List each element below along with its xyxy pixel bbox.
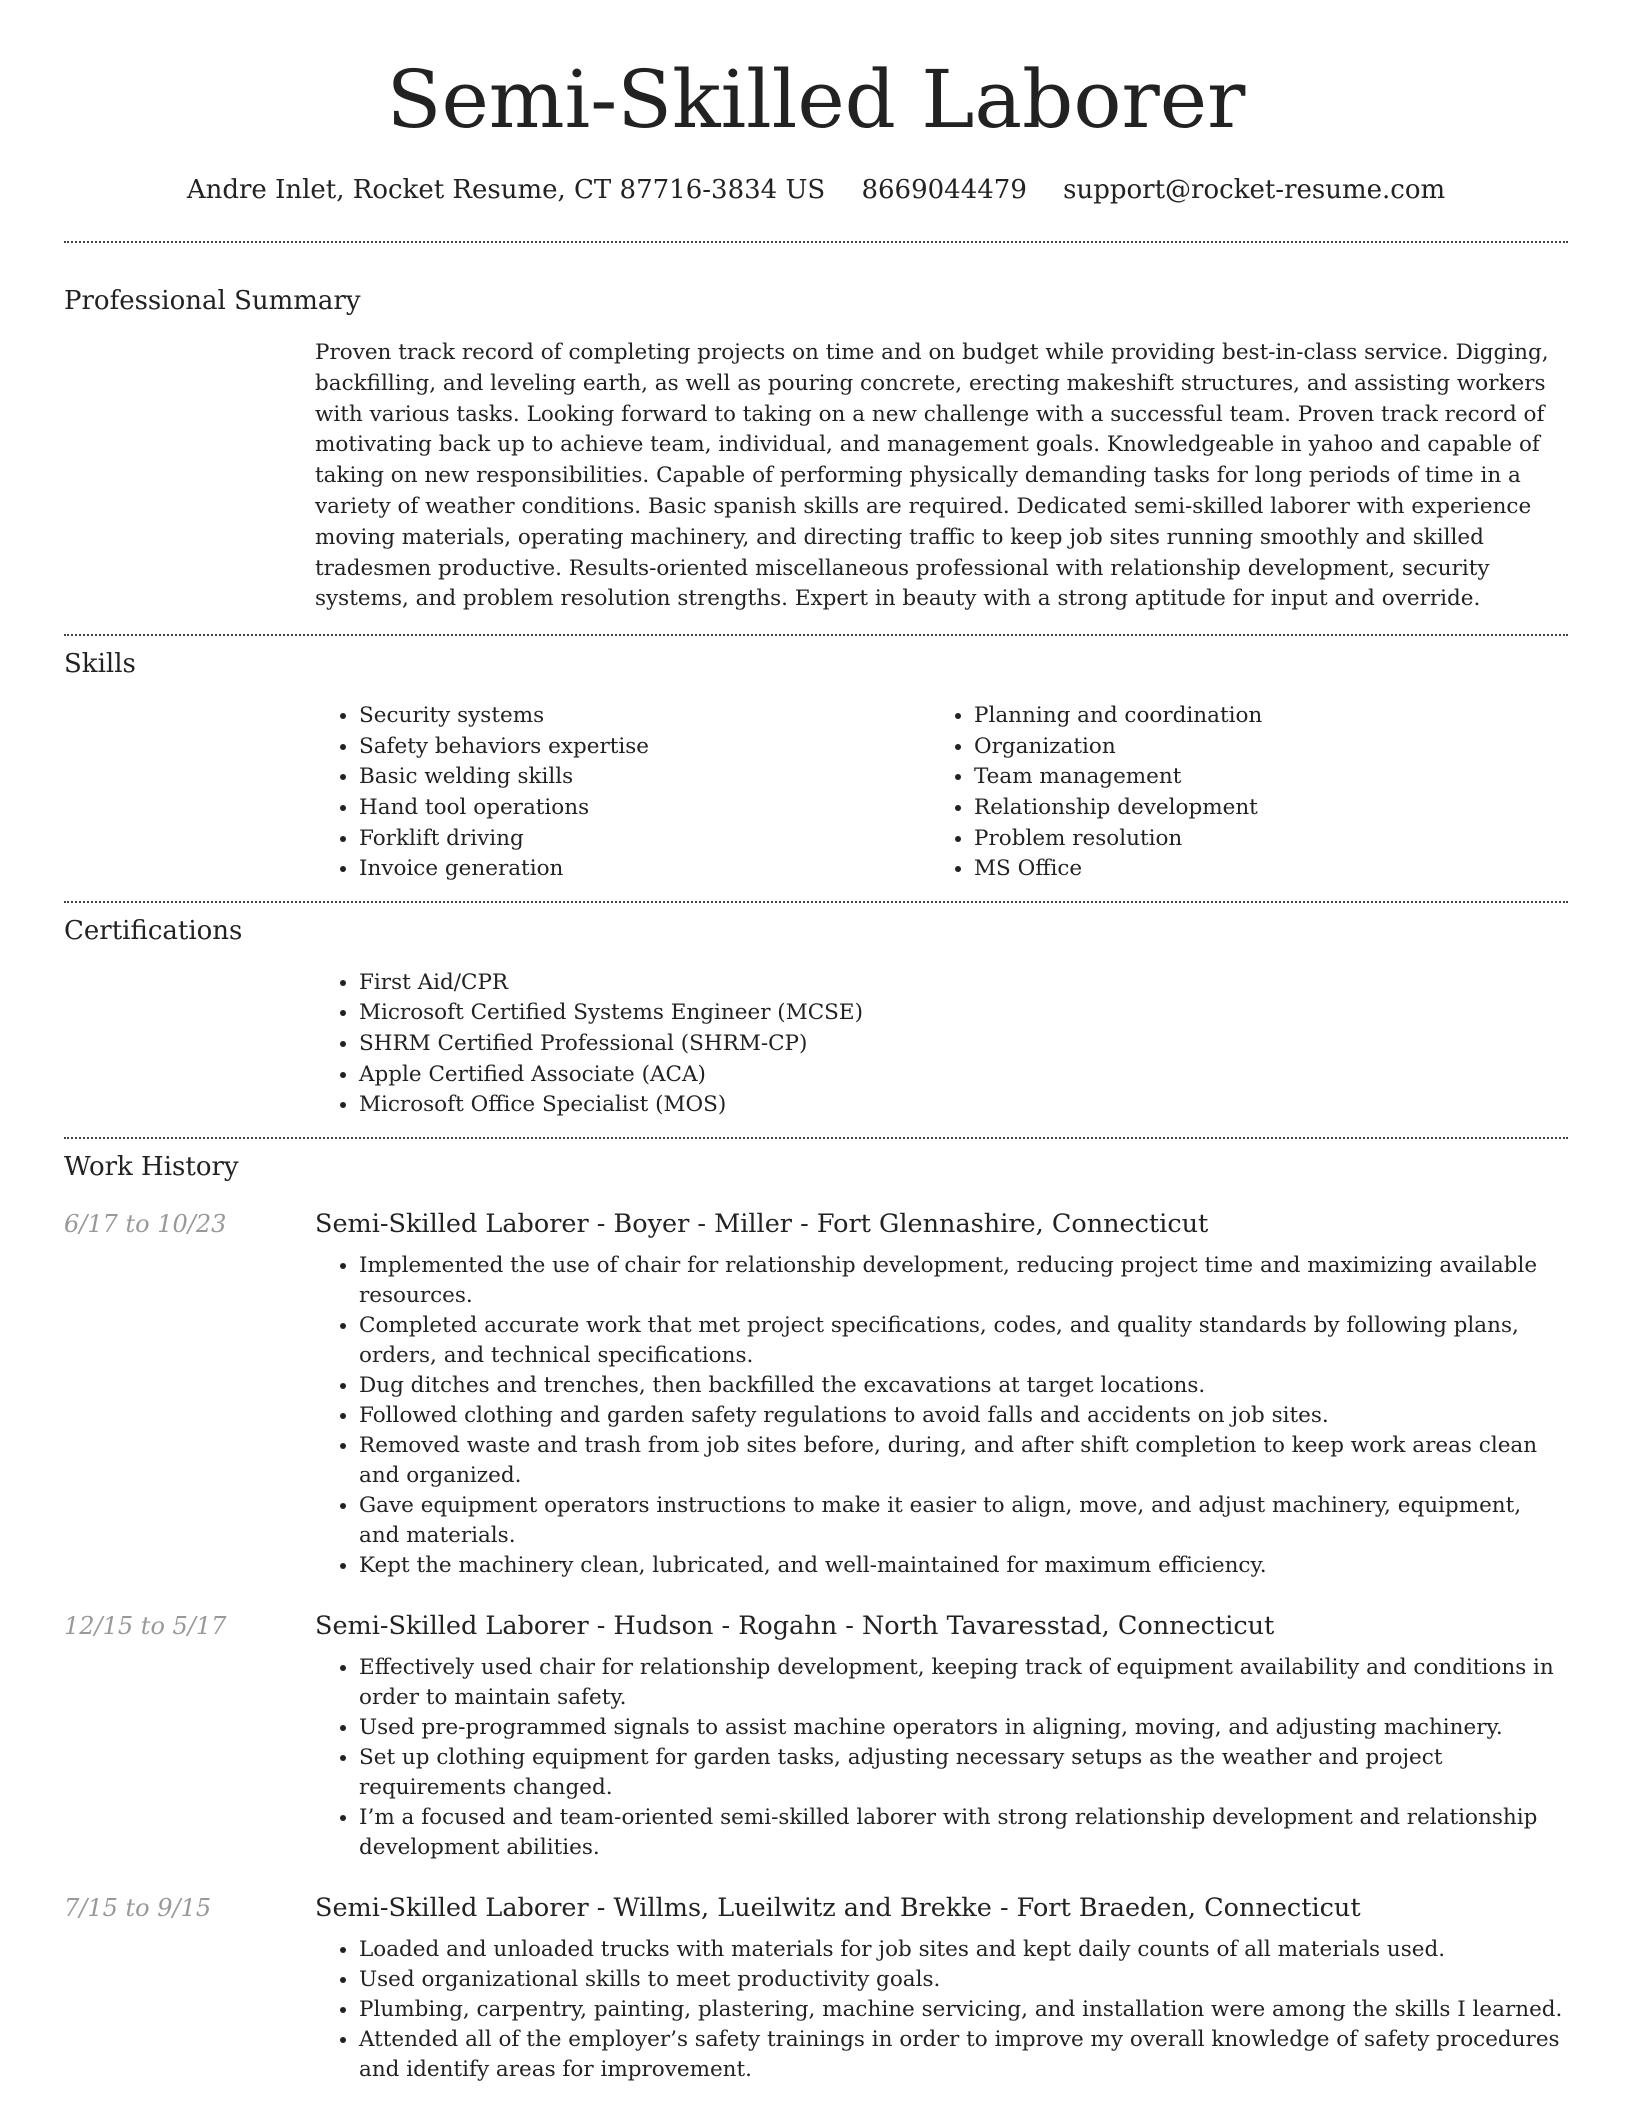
list-item: • Removed waste and trash from job sites before, during, and after shift completion to keep work areas clean and organized. (359, 1431, 1568, 1491)
work-section (64, 1139, 1568, 2085)
list-item: • Safety behaviors expertise (359, 732, 930, 763)
list-item: • Team management (974, 762, 1545, 793)
contact-phone: 8669044479 (861, 175, 1027, 205)
list-item: • Kept the machinery clean, lubricated, and well-maintained for maximum efficiency. (359, 1551, 1568, 1581)
skills-grid (315, 701, 1568, 885)
list-item: • Completed accurate work that met project specifications, codes, and quality standards by following plans, orders, and technical specifications. (359, 1311, 1568, 1371)
contact-email: support@rocket-resume.com (1063, 175, 1446, 205)
resume-page (64, 0, 1568, 2085)
list-item: • Plumbing, carpentry, painting, plastering, machine servicing, and installation were among the skills I learned. (359, 1995, 1568, 2025)
summary-text: Proven track record of completing projects on time and on budget while providing best-in-class service. Digging, backfilling, and leveling earth, as well as pouring concrete, erecting makeshift structures, and assisting workers with various tasks. Looking forward to taking on a new challenge with a successful team. Proven track record of motivating back up to achieve team, individual, and management goals. Knowledgeable in yahoo and capable of taking on new responsibilities. Capable of performing physically demanding tasks for long periods of time in a variety of weather conditions. Basic spanish skills are required. Dedicated semi-skilled laborer with experience moving materials, operating machinery, and directing traffic to keep job sites running smoothly and skilled tradesmen productive. Results-oriented miscellaneous professional with relationship development, security systems, and problem resolution strengths. Expert in beauty with a strong aptitude for input and override. (315, 340, 1549, 612)
list-item: • Hand tool operations (359, 793, 930, 824)
list-item: • Problem resolution (974, 824, 1545, 855)
list-item: • Relationship development (974, 793, 1545, 824)
list-item: • Attended all of the employer’s safety trainings in order to improve my overall knowledge of safety procedures and identify areas for improvement. (359, 2025, 1568, 2085)
skills-section (64, 636, 1568, 885)
job-body (315, 1890, 1568, 2085)
work-heading: Work History (64, 1151, 239, 1182)
job-entry (64, 1608, 1568, 1863)
list-item: • Dug ditches and trenches, then backfilled the excavations at target locations. (359, 1371, 1568, 1401)
list-item: • Effectively used chair for relationship development, keeping track of equipment availability and conditions in order to maintain safety. (359, 1653, 1568, 1713)
list-item: • Loaded and unloaded trucks with materials for job sites and kept daily counts of all materials used. (359, 1935, 1568, 1965)
certifications-section (64, 903, 1568, 1121)
contact-line (64, 172, 1568, 208)
list-item: • MS Office (974, 854, 1545, 885)
list-item: • First Aid/CPR (359, 968, 1568, 999)
contact-address: Andre Inlet, Rocket Resume, CT 87716-3834 US (186, 175, 826, 205)
list-item: • Set up clothing equipment for garden tasks, adjusting necessary setups as the weather and project requirements changed. (359, 1743, 1568, 1803)
job-title: Semi-Skilled Laborer - Boyer - Miller - Fort Glennashire, Connecticut (315, 1208, 1209, 1239)
job-body (315, 1608, 1568, 1863)
skills-heading: Skills (64, 649, 136, 680)
list-item: • Microsoft Certified Systems Engineer (MCSE) (359, 998, 1568, 1029)
list-item: • Microsoft Office Specialist (MOS) (359, 1090, 1568, 1121)
list-item: • Implemented the use of chair for relationship development, reducing project time and maximizing available resources. (359, 1251, 1568, 1311)
list-item: • Invoice generation (359, 854, 930, 885)
list-item: • Planning and coordination (974, 701, 1545, 732)
list-item: • Followed clothing and garden safety regulations to avoid falls and accidents on job sites. (359, 1401, 1568, 1431)
list-item: • Apple Certified Associate (ACA) (359, 1060, 1568, 1091)
list-item: • Security systems (359, 701, 930, 732)
job-bullets (315, 1935, 1568, 2085)
list-item: • I’m a focused and team-oriented semi-skilled laborer with strong relationship development and relationship development abilities. (359, 1803, 1568, 1863)
job-dates: 6/17 to 10/23 (64, 1209, 227, 1238)
job-bullets (315, 1251, 1568, 1581)
list-item: • Used pre-programmed signals to assist machine operators in aligning, moving, and adjusting machinery. (359, 1713, 1568, 1743)
certifications-list (315, 968, 1568, 1121)
list-item: • SHRM Certified Professional (SHRM-CP) (359, 1029, 1568, 1060)
candidate-name: Semi-Skilled Laborer (386, 53, 1246, 146)
certifications-heading: Certifications (64, 915, 243, 946)
summary-heading: Professional Summary (64, 286, 361, 316)
list-item: • Organization (974, 732, 1545, 763)
summary-section (64, 243, 1568, 615)
list-item: • Forklift driving (359, 824, 930, 855)
job-title: Semi-Skilled Laborer - Hudson - Rogahn - North Tavaresstad, Connecticut (315, 1610, 1275, 1641)
job-entry (64, 1206, 1568, 1581)
skills-list-left (315, 701, 930, 885)
job-title: Semi-Skilled Laborer - Willms, Lueilwitz and Brekke - Fort Braeden, Connecticut (315, 1892, 1361, 1923)
job-dates: 12/15 to 5/17 (64, 1611, 227, 1640)
skills-list-right (930, 701, 1545, 885)
list-item: • Used organizational skills to meet productivity goals. (359, 1965, 1568, 1995)
job-entry (64, 1890, 1568, 2085)
job-bullets (315, 1653, 1568, 1863)
job-body (315, 1206, 1568, 1581)
list-item: • Basic welding skills (359, 762, 930, 793)
certifications-list-wrap (315, 968, 1568, 1121)
job-dates: 7/15 to 9/15 (64, 1893, 212, 1922)
list-item: • Gave equipment operators instructions to make it easier to align, move, and adjust machinery, equipment, and materials. (359, 1491, 1568, 1551)
